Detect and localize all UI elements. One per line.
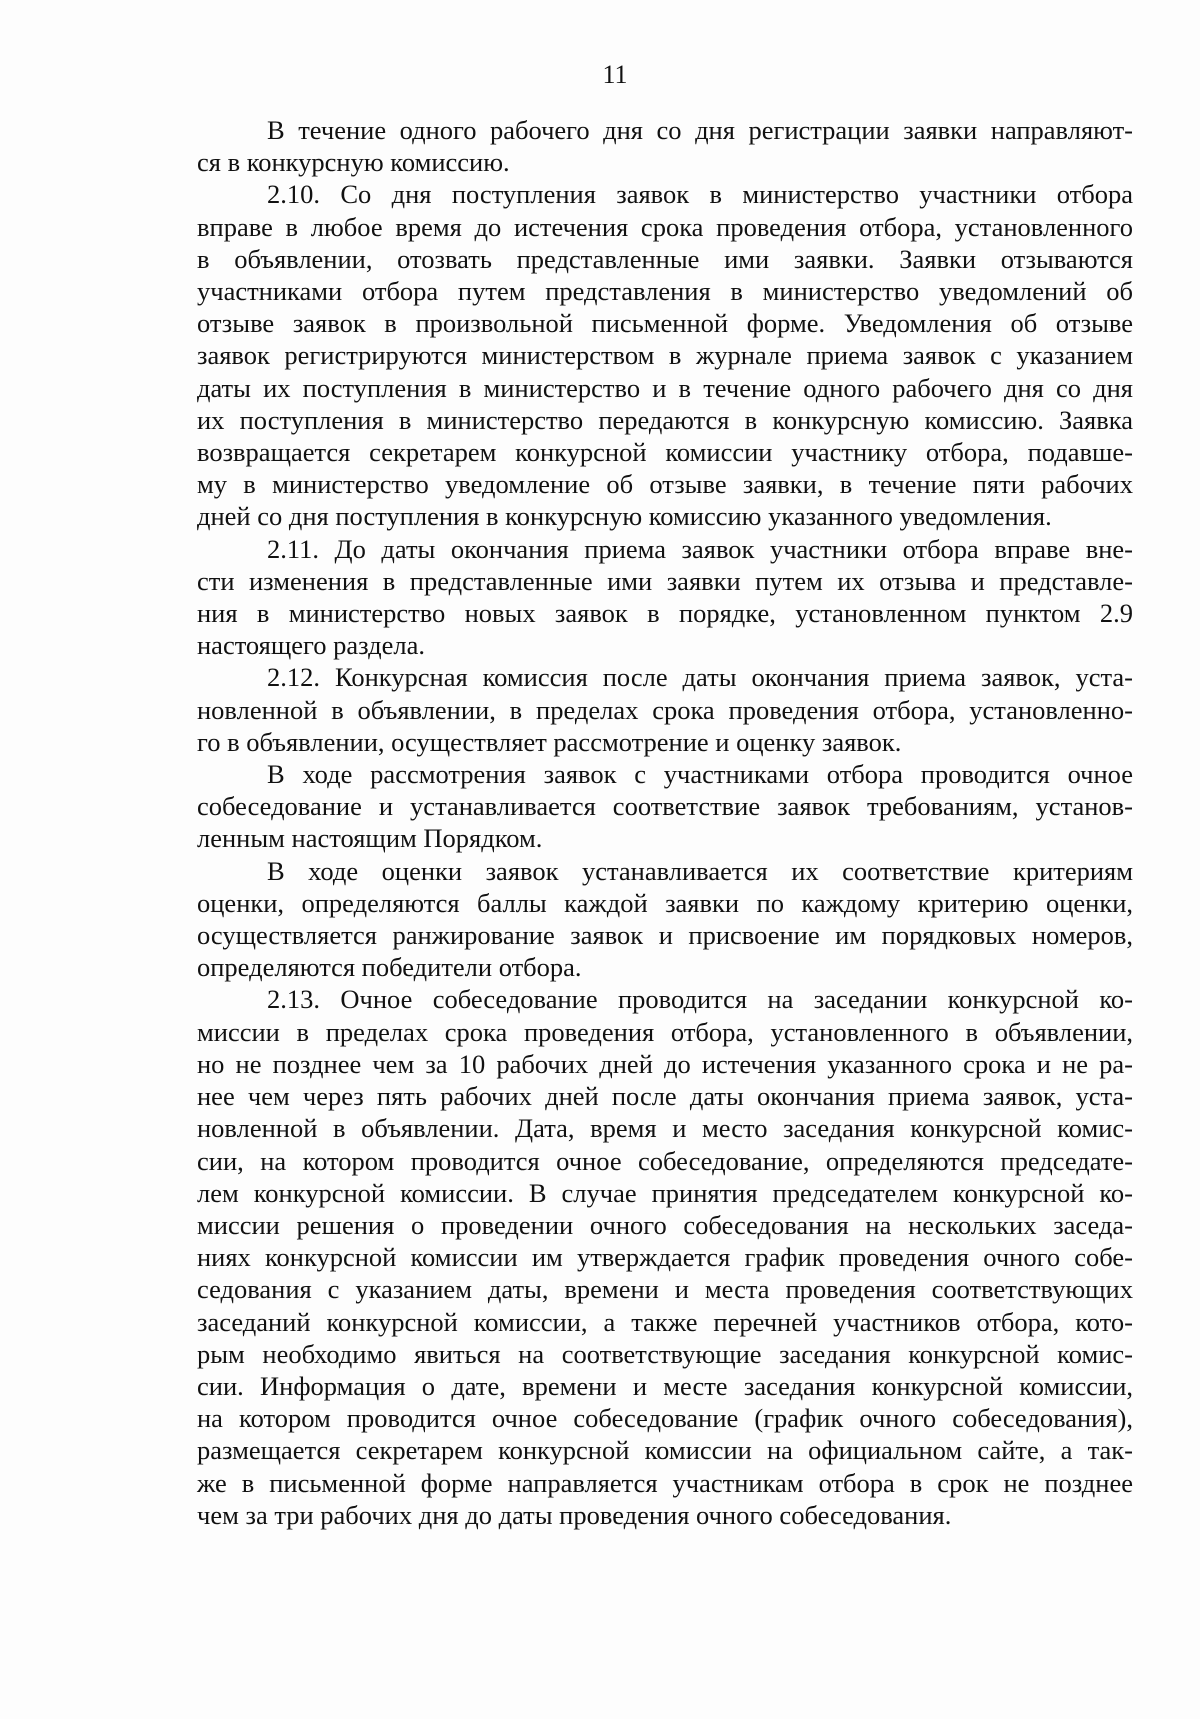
text-line: лем конкурсной комиссии. В случае принятия председателем конкурсной ко- [197, 1177, 1133, 1208]
text-line: осуществляется ранжирование заявок и присвоение им порядковых номеров, [197, 920, 1133, 951]
text-line: миссии решения о проведении очного собеседования на нескольких заседа- [197, 1209, 1133, 1240]
text-line: 2.11. До даты окончания приема заявок участники отбора вправе вне- [267, 533, 1133, 564]
text-line: чем за три рабочих дня до даты проведения очного собеседования. [197, 1499, 952, 1530]
text-line: миссии в пределах срока проведения отбора, установленного в объявлении, [197, 1016, 1133, 1047]
text-line: му в министерство уведомление об отзыве заявки, в течение пяти рабочих [197, 469, 1133, 500]
text-line: же в письменной форме направляется участникам отбора в срок не позднее [197, 1467, 1133, 1498]
text-line: новленной в объявлении, в пределах срока проведения отбора, установленно- [197, 694, 1133, 725]
text-line: рым необходимо явиться на соответствующие заседания конкурсной комис- [197, 1338, 1133, 1369]
paragraph [197, 114, 1133, 178]
text-line: 2.13. Очное собеседование проводится на заседании конкурсной ко- [267, 984, 1133, 1015]
text-line: заявок регистрируются министерством в журнале приема заявок с указанием [197, 340, 1133, 371]
text-line: собеседование и устанавливается соответствие заявок требованиям, установ- [197, 791, 1133, 822]
text-line: заседаний конкурсной комиссии, а также перечней участников отбора, кото- [197, 1306, 1133, 1337]
paragraph [197, 661, 1133, 758]
text-line: настоящего раздела. [197, 630, 425, 661]
text-line: в объявлении, отозвать представленные ими заявки. Заявки отзываются [197, 243, 1133, 274]
text-line: сти изменения в представленные ими заявки путем их отзыва и представле- [197, 565, 1133, 596]
text-line: седования с указанием даты, времени и места проведения соответствующих [197, 1274, 1133, 1305]
paragraph [197, 983, 1133, 1530]
text-line: ся в конкурсную комиссию. [197, 147, 510, 178]
text-line: дней со дня поступления в конкурсную комиссию указанного уведомления. [197, 501, 1052, 532]
text-line: но не позднее чем за 10 рабочих дней до истечения указанного срока и не ра- [197, 1048, 1133, 1079]
text-line: го в объявлении, осуществляет рассмотрение и оценку заявок. [197, 726, 902, 757]
text-line: даты их поступления в министерство и в течение одного рабочего дня со дня [197, 372, 1133, 403]
text-line: размещается секретарем конкурсной комиссии на официальном сайте, а так- [197, 1435, 1133, 1466]
text-line: вправе в любое время до истечения срока проведения отбора, установленного [197, 211, 1133, 242]
text-line: ниях конкурсной комиссии им утверждается график проведения очного собе- [197, 1242, 1133, 1273]
text-line: ленным настоящим Порядком. [197, 823, 543, 854]
paragraph [197, 178, 1133, 532]
text-line: нее чем через пять рабочих дней после даты окончания приема заявок, уста- [197, 1081, 1133, 1112]
text-line: участниками отбора путем представления в министерство уведомлений об [197, 276, 1133, 307]
paragraph [197, 533, 1133, 662]
text-line: сии. Информация о дате, времени и месте заседания конкурсной комиссии, [197, 1370, 1133, 1401]
text-line: 2.10. Со дня поступления заявок в министерство участники отбора [267, 179, 1133, 210]
document-body [197, 114, 1133, 1531]
page-number: 11 [602, 60, 628, 89]
paragraph [197, 855, 1133, 984]
text-line: возвращается секретарем конкурсной комиссии участнику отбора, подавше- [197, 437, 1133, 468]
text-line: сии, на котором проводится очное собеседование, определяются председате- [197, 1145, 1133, 1176]
text-line: В ходе оценки заявок устанавливается их соответствие критериям [267, 855, 1133, 886]
text-line: оценки, определяются баллы каждой заявки по каждому критерию оценки, [197, 887, 1133, 918]
text-line: ния в министерство новых заявок в порядке, установленном пунктом 2.9 [197, 598, 1133, 629]
paragraph [197, 758, 1133, 855]
text-line: новленной в объявлении. Дата, время и место заседания конкурсной комис- [197, 1113, 1133, 1144]
text-line: определяются победители отбора. [197, 952, 582, 983]
text-line: их поступления в министерство передаются в конкурсную комиссию. Заявка [197, 404, 1133, 435]
text-line: отзыве заявок в произвольной письменной форме. Уведомления об отзыве [197, 308, 1133, 339]
text-line: 2.12. Конкурсная комиссия после даты окончания приема заявок, уста- [267, 662, 1133, 693]
text-line: на котором проводится очное собеседование (график очного собеседования), [197, 1403, 1133, 1434]
text-line: В течение одного рабочего дня со дня регистрации заявки направляют- [267, 115, 1133, 145]
text-line: В ходе рассмотрения заявок с участниками отбора проводится очное [267, 759, 1133, 790]
